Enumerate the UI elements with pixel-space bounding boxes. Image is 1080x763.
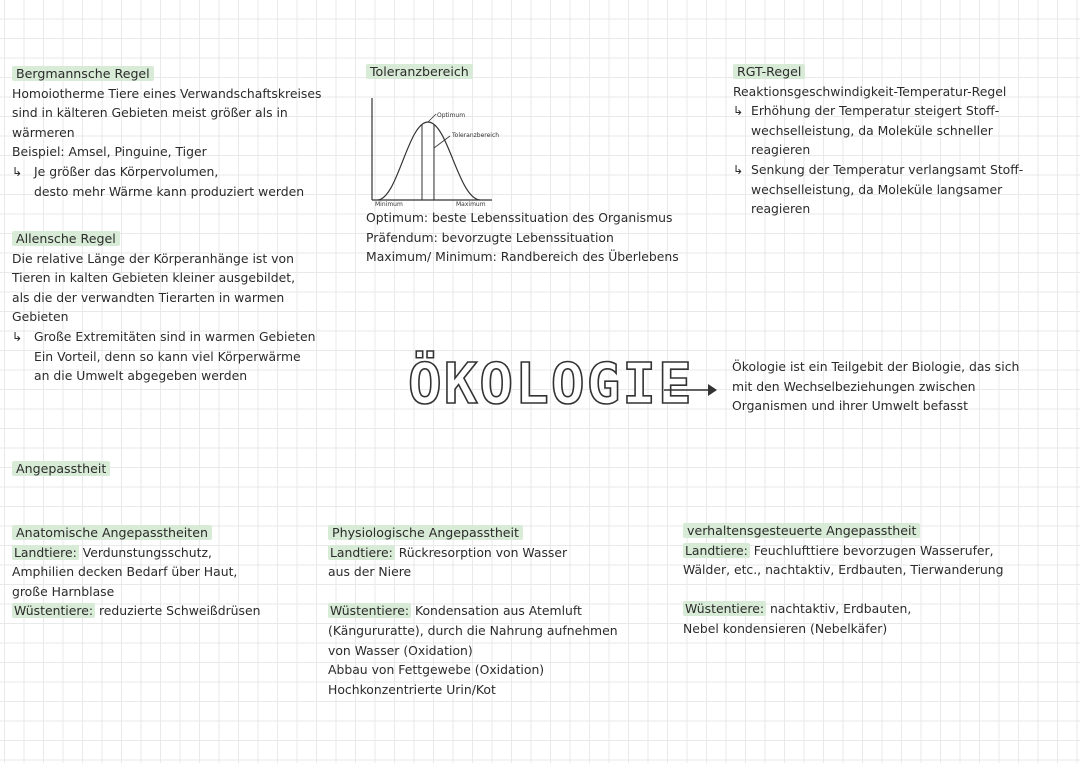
angepasstheit-section: [12, 459, 110, 479]
physiologisch-wueste-text: Abbau von Fettgewebe (Oxidation): [328, 662, 545, 678]
page-title: ÖKOLOGIE: [408, 352, 694, 417]
bergmann-arrow-line: Je größer das Körpervolumen,: [34, 163, 219, 179]
toleranz-label: Toleranzbereich: [452, 132, 500, 139]
allen-heading: Allensche Regel: [12, 231, 120, 246]
allen-arrow-line: an die Umwelt abgegeben werden: [34, 368, 248, 384]
physiologisch-wueste-text: (Kängururatte), durch die Nahrung aufnehmen: [328, 622, 618, 638]
bergmann-section: [12, 64, 321, 201]
verhalten-land-label: Landtiere:: [685, 542, 748, 558]
hook-arrow-icon: ↳: [733, 161, 744, 177]
allen-arrow-line: Große Extremitäten sind in warmen Gebieten: [34, 328, 316, 344]
allen-arrow-line: Ein Vorteil, denn so kann viel Körperwärme: [34, 348, 301, 364]
rgt-point1-line: reagieren: [751, 142, 811, 158]
verhalten-wueste-text: nachtaktiv, Erdbauten,: [766, 601, 912, 617]
bergmann-line: sind in kälteren Gebieten meist größer als in: [12, 105, 288, 121]
definition-line: mit den Wechselbeziehungen zwischen: [732, 378, 976, 394]
bergmann-heading: Bergmannsche Regel: [12, 66, 154, 81]
toleranz-section: [366, 62, 473, 82]
optimum-pointer: [428, 114, 436, 122]
rgt-heading: RGT-Regel: [733, 64, 805, 79]
hook-arrow-icon: ↳: [12, 163, 23, 179]
angepasstheit-heading: Angepasstheit: [12, 461, 110, 476]
right-arrow-icon: [662, 378, 722, 402]
bergmann-line: wärmeren: [12, 124, 75, 140]
physiologisch-wueste-text: Kondensation aus Atemluft: [411, 603, 582, 619]
maximum-label: Maximum: [456, 201, 486, 208]
anatomisch-wueste-label: Wüstentiere:: [14, 603, 93, 619]
allen-line: Gebieten: [12, 309, 69, 325]
rgt-point2-line: reagieren: [751, 201, 811, 217]
physiologisch-wueste-text: Hochkonzentrierte Urin/Kot: [328, 681, 496, 697]
rgt-point2-line: Senkung der Temperatur verlangsamt Stoff-: [751, 161, 1024, 177]
allen-line: Tieren in kalten Gebieten kleiner ausgebildet,: [12, 270, 296, 286]
definition-section: [732, 357, 1019, 416]
verhalten-section: [683, 521, 1004, 639]
physiologisch-land-label: Landtiere:: [330, 544, 393, 560]
physiologisch-wueste-label: Wüstentiere:: [330, 603, 409, 619]
rgt-point1-line: Erhöhung der Temperatur steigert Stoff-: [751, 103, 1000, 119]
allen-section: [12, 229, 315, 386]
anatomisch-land-label: Landtiere:: [14, 544, 77, 560]
physiologisch-wueste-text: von Wasser (Oxidation): [328, 642, 473, 658]
allen-line: als die der verwandten Tierarten in warmen: [12, 289, 285, 305]
bergmann-arrow-line: desto mehr Wärme kann produziert werden: [34, 183, 305, 199]
physiologisch-land-text: aus der Niere: [328, 564, 412, 580]
anatomisch-land-text: große Harnblase: [12, 583, 115, 599]
verhalten-land-text: Wälder, etc., nachtaktiv, Erdbauten, Tierwanderung: [683, 562, 1004, 578]
hook-arrow-icon: ↳: [12, 328, 23, 344]
hook-arrow-icon: ↳: [733, 103, 744, 119]
anatomisch-land-text: Amphilien decken Bedarf über Haut,: [12, 564, 238, 580]
definition-line: Organismen und ihrer Umwelt befasst: [732, 398, 968, 414]
anatomisch-wueste-text: reduzierte Schweißdrüsen: [95, 603, 261, 619]
toleranz-heading: Toleranzbereich: [366, 64, 473, 79]
anatomisch-land-text: Verdunstungsschutz,: [78, 544, 212, 560]
rgt-section: [733, 62, 1023, 219]
verhalten-heading: verhaltensgesteuerte Angepasstheit: [683, 523, 920, 538]
rgt-point2-line: wechselleistung, da Moleküle langsamer: [751, 181, 1003, 197]
anatomisch-heading: Anatomische Angepasstheiten: [12, 525, 212, 540]
bergmann-line: Beispiel: Amsel, Pinguine, Tiger: [12, 144, 207, 160]
rgt-point1-line: wechselleistung, da Moleküle schneller: [751, 122, 993, 138]
toleranz-diagram: [364, 96, 500, 208]
minimum-label: Minimum: [375, 201, 403, 208]
verhalten-wueste-text: Nebel kondensieren (Nebelkäfer): [683, 620, 888, 636]
verhalten-wueste-label: Wüstentiere:: [685, 601, 764, 617]
physiologisch-section: [328, 523, 618, 699]
toleranz-line: Maximum/ Minimum: Randbereich des Überlebens: [366, 249, 679, 265]
allen-line: Die relative Länge der Körperanhänge ist von: [12, 250, 294, 266]
toleranz-line: Optimum: beste Lebenssituation des Organismus: [366, 210, 673, 225]
toleranz-line: Präfendum: bevorzugte Lebenssituation: [366, 229, 614, 245]
definition-line: Ökologie ist ein Teilgebit der Biologie, das sich: [732, 359, 1020, 374]
anatomisch-section: [12, 523, 260, 621]
toleranz-definitions: [366, 208, 679, 267]
physiologisch-heading: Physiologische Angepasstheit: [328, 525, 523, 540]
physiologisch-land-text: Rückresorption von Wasser: [394, 544, 568, 560]
verhalten-land-text: Feuchlufttiere bevorzugen Wasserufer,: [749, 542, 994, 558]
rgt-subtitle: Reaktionsgeschwindigkeit-Temperatur-Regel: [733, 83, 1007, 99]
bergmann-line: Homoiotherme Tiere eines Verwandschaftskreises: [12, 85, 322, 101]
optimum-label: Optimum: [437, 112, 466, 119]
